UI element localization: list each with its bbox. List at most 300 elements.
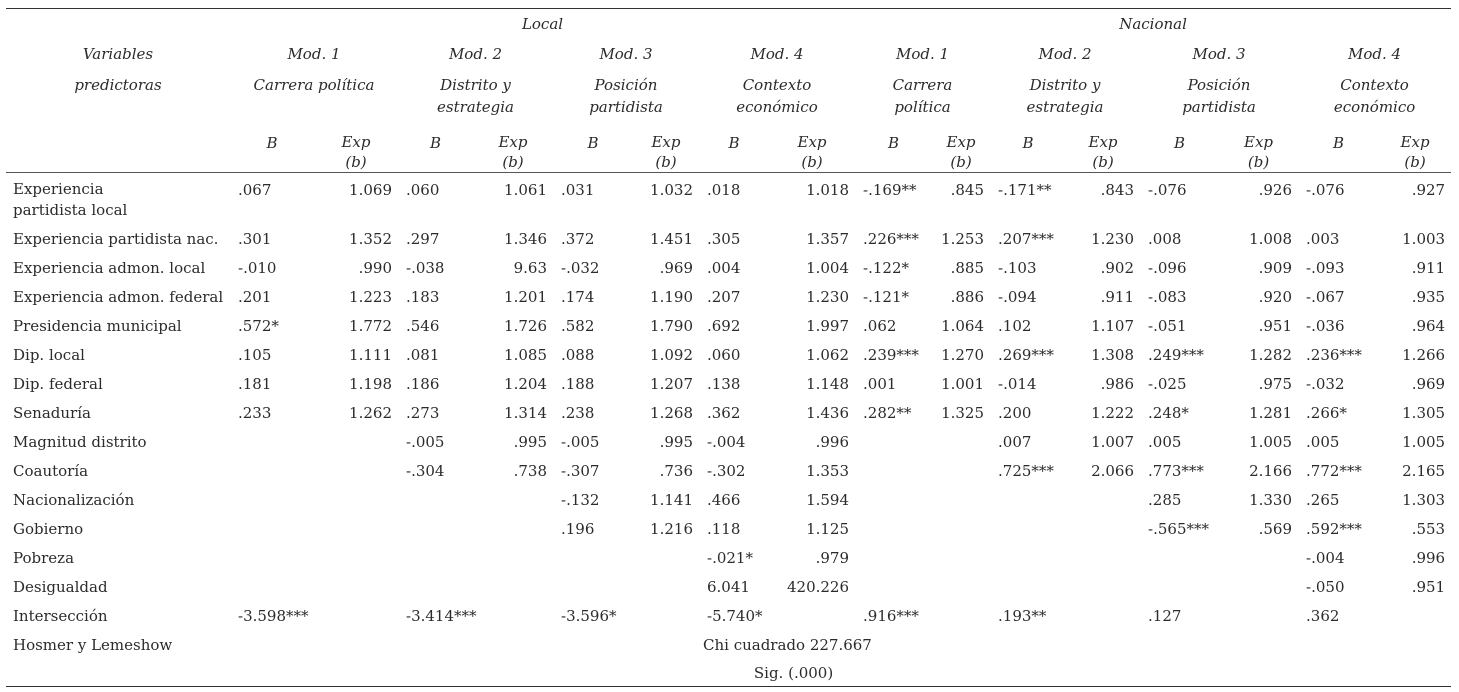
exp-b-value (314, 598, 398, 627)
group-header-row (6, 9, 1451, 36)
row-label-line-1: Presidencia municipal (13, 317, 182, 335)
col-header-b: B (855, 118, 932, 173)
exp-b-value: 1.357 (806, 230, 850, 248)
exp-b-value: 1.005 (1402, 433, 1446, 451)
b-coefficient: .138 (707, 375, 741, 393)
b-coefficient: -.171** (998, 181, 1052, 199)
exp-b-value: 1.230 (806, 288, 850, 306)
col-header-b: B (1140, 118, 1219, 173)
exp-b-value (932, 569, 990, 598)
b-coefficient: .105 (238, 346, 272, 364)
b-coefficient (990, 482, 1066, 511)
exp-b-value: .886 (950, 288, 985, 306)
col-header-exp-line-2: (b) (1092, 153, 1114, 171)
b-coefficient (230, 482, 314, 511)
exp-b-value: 1.772 (349, 317, 392, 335)
significance-value: Sig. (.000) (6, 656, 1451, 687)
b-coefficient: .236*** (1306, 346, 1362, 364)
col-header-b: B (230, 118, 314, 173)
b-coefficient: -.103 (998, 259, 1037, 277)
b-coefficient: -.032 (1306, 375, 1345, 393)
b-coefficient (1140, 540, 1219, 569)
exp-b-value: 1.148 (806, 375, 850, 393)
significance-row (6, 656, 1451, 687)
col-header-exp-line-2: (b) (801, 153, 823, 171)
model-description-line-2: partidista (1182, 98, 1256, 116)
exp-b-value (769, 598, 855, 627)
model-description-line-1: Contexto (1340, 76, 1409, 94)
row-label (6, 482, 230, 511)
b-coefficient: .005 (1148, 433, 1182, 451)
table-row (6, 453, 1451, 482)
predictors-label: predictoras (74, 76, 162, 94)
b-coefficient: .007 (998, 433, 1032, 451)
b-coefficient: -3.598*** (238, 607, 309, 625)
row-label (6, 221, 230, 250)
exp-b-value: 1.061 (504, 181, 547, 199)
b-coefficient: -.004 (1306, 549, 1345, 567)
exp-b-value (473, 511, 553, 540)
exp-b-value (314, 453, 398, 482)
col-header-exp-line-1: Exp (651, 133, 681, 151)
exp-b-value: 1.141 (650, 491, 693, 509)
exp-b-value: 1.125 (806, 520, 850, 538)
b-coefficient: .773*** (1148, 462, 1204, 480)
exp-b-value (932, 540, 990, 569)
model-description (553, 67, 699, 118)
exp-b-value (1066, 482, 1140, 511)
exp-b-value: .964 (1411, 317, 1446, 335)
exp-b-value: .996 (1411, 549, 1446, 567)
row-label (6, 540, 230, 569)
exp-b-value: 1.216 (650, 520, 693, 538)
b-coefficient: -.307 (561, 462, 600, 480)
exp-b-value: 1.001 (941, 375, 985, 393)
col-header-exp-line-1: Exp (946, 133, 976, 151)
b-coefficient (230, 540, 314, 569)
b-coefficient: -.032 (561, 259, 600, 277)
col-header-exp-line-2: (b) (502, 153, 524, 171)
col-header-exp-line-2: (b) (1404, 153, 1426, 171)
col-header-exp (314, 118, 398, 173)
exp-b-value: 1.790 (650, 317, 693, 335)
table-row (6, 173, 1451, 222)
exp-b-value: 1.064 (941, 317, 985, 335)
table-row (6, 250, 1451, 279)
b-coefficient: .305 (707, 230, 741, 248)
b-coefficient: .226*** (863, 230, 919, 248)
row-label-line-1: Nacionalización (13, 491, 135, 509)
row-label (6, 337, 230, 366)
model-description-line-1: Contexto (742, 76, 812, 94)
model-description-line-1: Carrera política (253, 76, 375, 94)
exp-b-value: 1.305 (1402, 404, 1446, 422)
exp-b-value: 1.111 (349, 346, 392, 364)
exp-b-value (1379, 598, 1451, 627)
row-label (6, 366, 230, 395)
b-coefficient: -.093 (1306, 259, 1345, 277)
b-coefficient: .207*** (998, 230, 1054, 248)
exp-b-value: .986 (1100, 375, 1135, 393)
exp-b-value (473, 482, 553, 511)
row-label-line-1: Senaduría (13, 404, 91, 422)
col-header-exp-line-2: (b) (950, 153, 972, 171)
col-header-exp-line-1: Exp (1088, 133, 1118, 151)
exp-b-value: .927 (1411, 181, 1446, 199)
b-coefficient: -.005 (406, 433, 445, 451)
row-label-line-1: Experiencia admon. local (13, 259, 206, 277)
b-coefficient: -5.740* (707, 607, 763, 625)
model-description-line-2: estrategia (437, 98, 514, 116)
exp-b-value: 9.63 (513, 259, 547, 277)
exp-b-value: .996 (815, 433, 850, 451)
table-body (6, 173, 1451, 687)
exp-b-value (1066, 511, 1140, 540)
regression-table (6, 8, 1451, 687)
spacer-cell (230, 627, 699, 656)
table-row (6, 482, 1451, 511)
exp-b-value: .951 (1411, 578, 1446, 596)
b-coefficient: -.094 (998, 288, 1037, 306)
exp-b-value: 1.451 (650, 230, 693, 248)
b-coefficient: .181 (238, 375, 272, 393)
col-header-b: B (1298, 118, 1379, 173)
exp-b-value: 1.282 (1249, 346, 1293, 364)
exp-b-value: .969 (1411, 375, 1446, 393)
b-coefficient: .003 (1306, 230, 1340, 248)
col-header-exp-line-1: Exp (797, 133, 827, 151)
exp-b-value: .995 (513, 433, 547, 451)
exp-b-value (314, 511, 398, 540)
b-coefficient: .238 (561, 404, 595, 422)
exp-b-value: 1.008 (1249, 230, 1293, 248)
group-local-label: Local (521, 15, 564, 33)
exp-b-value (1219, 540, 1298, 569)
b-coefficient: .004 (707, 259, 741, 277)
exp-b-value: .738 (513, 462, 547, 480)
b-coefficient: .362 (1306, 607, 1340, 625)
row-label-line-1: Magnitud distrito (13, 433, 147, 451)
table-row (6, 279, 1451, 308)
exp-b-value: 1.005 (1249, 433, 1293, 451)
model-description-line-2: económico (1333, 98, 1416, 116)
b-coefficient: .188 (561, 375, 595, 393)
exp-b-value: .979 (815, 549, 850, 567)
b-coefficient (553, 569, 633, 598)
b-coefficient: .005 (1306, 433, 1340, 451)
exp-b-value: 1.085 (504, 346, 547, 364)
exp-b-value: .935 (1411, 288, 1446, 306)
col-header-exp-line-1: Exp (1400, 133, 1430, 151)
row-label (6, 569, 230, 598)
exp-b-value: 2.066 (1091, 462, 1135, 480)
b-coefficient: .183 (406, 288, 440, 306)
b-coefficient: .282** (863, 404, 912, 422)
b-coefficient: -.038 (406, 259, 445, 277)
b-coefficient: -.010 (238, 259, 277, 277)
b-coefficient: .266* (1306, 404, 1347, 422)
model-description-line-1: Distrito y (440, 76, 511, 94)
col-header-exp-line-2: (b) (1247, 153, 1270, 171)
exp-b-value: 1.253 (941, 230, 985, 248)
b-coefficient (855, 540, 932, 569)
exp-b-value (932, 453, 990, 482)
coef-header-row (6, 118, 1451, 173)
exp-b-value: 1.270 (941, 346, 985, 364)
b-coefficient: .301 (238, 230, 272, 248)
row-label (6, 424, 230, 453)
exp-b-value: 1.107 (1091, 317, 1135, 335)
col-header-exp-line-1: Exp (1244, 133, 1274, 151)
model-description (230, 67, 398, 118)
row-label (6, 395, 230, 424)
model-name: Mod. 4 (1348, 45, 1402, 63)
b-coefficient (398, 540, 473, 569)
row-label-line-1: Experiencia (13, 180, 104, 198)
model-name: Mod. 3 (599, 45, 653, 63)
exp-b-value: .843 (1100, 181, 1135, 199)
model-description-line-2: partidista (589, 98, 663, 116)
table-row (6, 598, 1451, 627)
b-coefficient: .174 (561, 288, 595, 306)
exp-b-value (314, 424, 398, 453)
b-coefficient: .193** (998, 607, 1047, 625)
b-coefficient: -.122* (863, 259, 909, 277)
col-header-b: B (398, 118, 473, 173)
model-name: Mod. 1 (287, 45, 341, 63)
b-coefficient: .466 (707, 491, 741, 509)
b-coefficient: -.076 (1306, 181, 1345, 199)
b-coefficient: .582 (561, 317, 595, 335)
b-coefficient: .265 (1306, 491, 1340, 509)
row-label (6, 279, 230, 308)
row-label (6, 598, 230, 627)
b-coefficient: .118 (707, 520, 741, 538)
b-coefficient (990, 569, 1066, 598)
exp-b-value: .920 (1258, 288, 1293, 306)
b-coefficient: .372 (561, 230, 595, 248)
b-coefficient (990, 540, 1066, 569)
col-header-exp-line-2: (b) (345, 153, 367, 171)
row-label-line-1: Desigualdad (13, 578, 108, 596)
exp-b-value: 1.062 (806, 346, 850, 364)
b-coefficient (855, 482, 932, 511)
b-coefficient: 6.041 (707, 578, 750, 596)
model-description (398, 67, 553, 118)
exp-b-value: 1.223 (349, 288, 392, 306)
exp-b-value (473, 540, 553, 569)
exp-b-value: 2.166 (1249, 462, 1293, 480)
b-coefficient: .008 (1148, 230, 1182, 248)
b-coefficient (855, 569, 932, 598)
exp-b-value (314, 540, 398, 569)
row-label-line-1: Gobierno (13, 520, 84, 538)
b-coefficient: -.565*** (1148, 520, 1209, 538)
b-coefficient (855, 424, 932, 453)
exp-b-value: 1.997 (806, 317, 850, 335)
exp-b-value: .926 (1258, 181, 1293, 199)
exp-b-value: 1.436 (806, 404, 850, 422)
model-description (1298, 67, 1451, 118)
row-label (6, 250, 230, 279)
model-description (699, 67, 855, 118)
col-header-exp (769, 118, 855, 173)
exp-b-value: 1.268 (650, 404, 693, 422)
group-nacional-label: Nacional (1119, 15, 1187, 33)
b-coefficient (855, 511, 932, 540)
b-coefficient (990, 511, 1066, 540)
chi-square-value: Chi cuadrado 227.667 (703, 636, 872, 654)
b-coefficient (553, 540, 633, 569)
b-coefficient: .362 (707, 404, 741, 422)
b-coefficient: .018 (707, 181, 741, 199)
b-coefficient (230, 453, 314, 482)
table-row (6, 308, 1451, 337)
b-coefficient: .916*** (863, 607, 919, 625)
exp-b-value (473, 569, 553, 598)
b-coefficient (398, 482, 473, 511)
exp-b-value: 1.004 (806, 259, 850, 277)
b-coefficient (230, 424, 314, 453)
exp-b-value: .969 (659, 259, 693, 277)
exp-b-value: 420.226 (786, 578, 850, 596)
exp-b-value (633, 598, 699, 627)
b-coefficient: -.067 (1306, 288, 1345, 306)
b-coefficient: .081 (406, 346, 440, 364)
col-header-exp (1066, 118, 1140, 173)
exp-b-value: 1.198 (349, 375, 392, 393)
table-row (6, 395, 1451, 424)
b-coefficient: .239*** (863, 346, 919, 364)
col-header-exp (1379, 118, 1451, 173)
model-description (1140, 67, 1298, 118)
b-coefficient: -.169** (863, 181, 917, 199)
b-coefficient: .592*** (1306, 520, 1362, 538)
exp-b-value (1219, 569, 1298, 598)
row-label-line-1: Coautoría (13, 462, 89, 480)
b-coefficient: -.051 (1148, 317, 1187, 335)
exp-b-value (1219, 598, 1298, 627)
exp-b-value (473, 598, 553, 627)
row-label-line-1: Pobreza (13, 549, 75, 567)
model-description-line-1: Posición (594, 76, 658, 94)
col-header-exp-line-2: (b) (655, 153, 677, 171)
model-name: Mod. 1 (895, 45, 950, 63)
b-coefficient: .772*** (1306, 462, 1362, 480)
b-coefficient: -.304 (406, 462, 445, 480)
exp-b-value: 1.069 (349, 181, 392, 199)
b-coefficient: .088 (561, 346, 595, 364)
exp-b-value: .975 (1258, 375, 1293, 393)
b-coefficient: -.076 (1148, 181, 1187, 199)
b-coefficient: .001 (863, 375, 897, 393)
b-coefficient: .060 (406, 181, 440, 199)
b-coefficient: -.004 (707, 433, 746, 451)
model-description-line-1: Posición (1187, 76, 1251, 94)
row-label-line-1: Experiencia partidista nac. (13, 230, 219, 248)
exp-b-value: .885 (950, 259, 985, 277)
col-header-exp (473, 118, 553, 173)
exp-b-value: 1.594 (806, 491, 850, 509)
col-header-b: B (990, 118, 1066, 173)
spacer-cell (1140, 627, 1451, 656)
model-name-row (6, 35, 1451, 67)
exp-b-value: 1.262 (349, 404, 392, 422)
model-name: Mod. 2 (448, 45, 503, 63)
b-coefficient: .249*** (1148, 346, 1204, 364)
b-coefficient: -3.414*** (406, 607, 477, 625)
row-label-line-1: Experiencia admon. federal (13, 288, 224, 306)
model-description (990, 67, 1140, 118)
b-coefficient: .200 (998, 404, 1032, 422)
exp-b-value: .990 (358, 259, 392, 277)
b-coefficient: -.025 (1148, 375, 1187, 393)
table-row (6, 511, 1451, 540)
exp-b-value (314, 482, 398, 511)
exp-b-value: 1.314 (504, 404, 547, 422)
b-coefficient (1140, 569, 1219, 598)
col-header-exp-line-1: Exp (498, 133, 528, 151)
b-coefficient: -.021* (707, 549, 753, 567)
row-label (6, 453, 230, 482)
table-row (6, 540, 1451, 569)
b-coefficient: -3.596* (561, 607, 617, 625)
exp-b-value: 1.330 (1249, 491, 1293, 509)
exp-b-value (932, 424, 990, 453)
b-coefficient (398, 511, 473, 540)
b-coefficient: .062 (863, 317, 897, 335)
exp-b-value: .951 (1258, 317, 1293, 335)
b-coefficient: .297 (406, 230, 440, 248)
exp-b-value: 1.726 (504, 317, 547, 335)
col-header-b: B (699, 118, 769, 173)
exp-b-value: 1.266 (1402, 346, 1446, 364)
row-label-line-1: Dip. local (13, 346, 85, 364)
b-coefficient: .273 (406, 404, 440, 422)
exp-b-value: 1.207 (650, 375, 693, 393)
b-coefficient: .196 (561, 520, 595, 538)
row-label (6, 511, 230, 540)
model-description-line-2: económico (736, 98, 818, 116)
table-row (6, 424, 1451, 453)
model-description-line-2: política (894, 98, 951, 116)
exp-b-value: 1.201 (504, 288, 547, 306)
model-description-line-1: Distrito y (1029, 76, 1101, 94)
b-coefficient: .207 (707, 288, 741, 306)
col-header-exp (1219, 118, 1298, 173)
exp-b-value: .736 (659, 462, 693, 480)
exp-b-value: 1.346 (504, 230, 547, 248)
exp-b-value: .845 (950, 181, 985, 199)
exp-b-value (932, 511, 990, 540)
exp-b-value: 1.204 (504, 375, 547, 393)
b-coefficient: .067 (238, 181, 272, 199)
table-row (6, 366, 1451, 395)
b-coefficient: -.121* (863, 288, 909, 306)
b-coefficient: .692 (707, 317, 741, 335)
exp-b-value: 1.007 (1091, 433, 1135, 451)
exp-b-value: 1.032 (650, 181, 693, 199)
exp-b-value (633, 569, 699, 598)
exp-b-value: .553 (1411, 520, 1446, 538)
b-coefficient (230, 569, 314, 598)
b-coefficient (855, 453, 932, 482)
model-description (855, 67, 990, 118)
b-coefficient: .031 (561, 181, 595, 199)
row-label (6, 308, 230, 337)
exp-b-value: .995 (659, 433, 693, 451)
row-label (6, 173, 230, 222)
